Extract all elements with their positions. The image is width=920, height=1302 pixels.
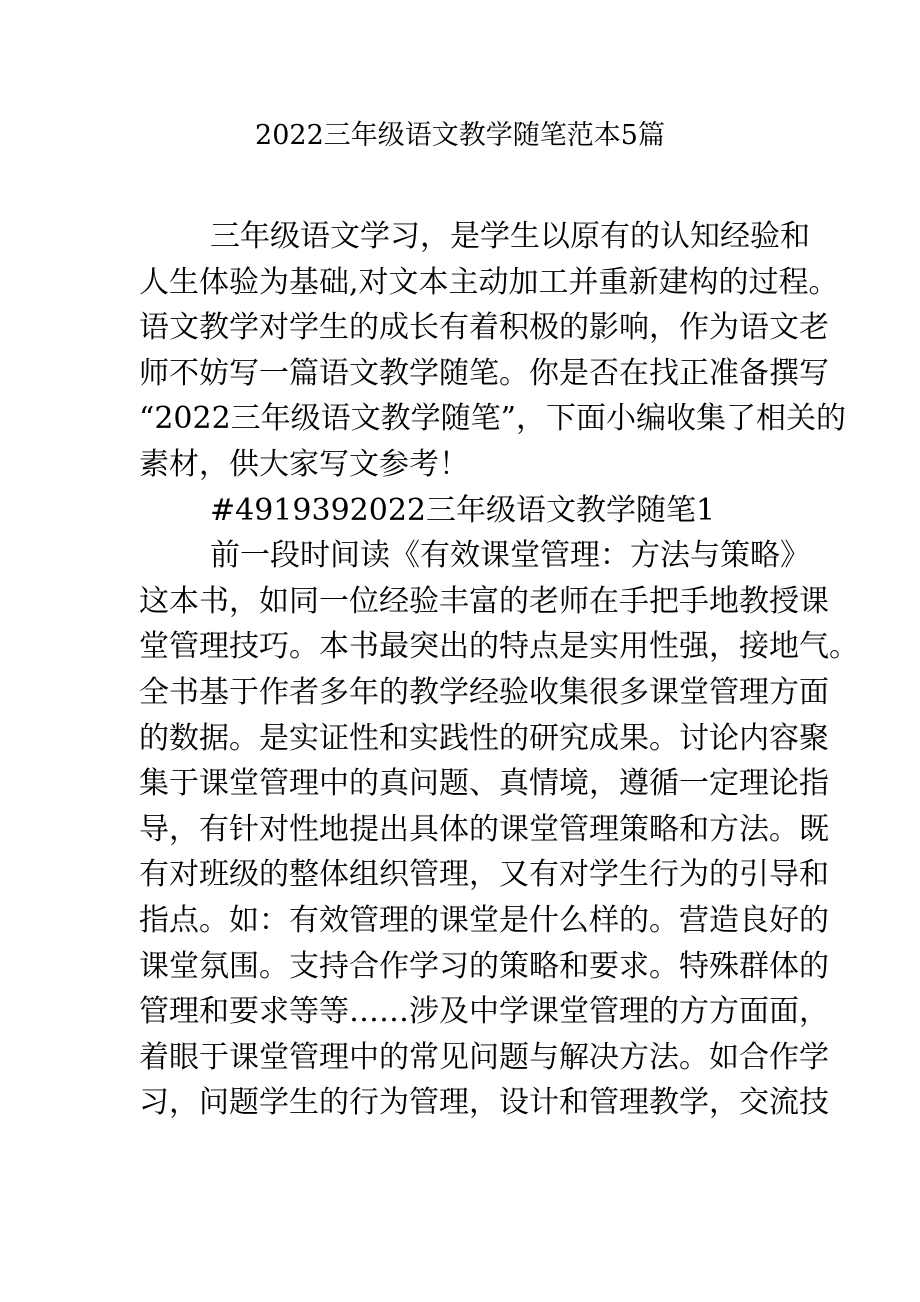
intro-line: 师不妨写一篇语文教学随笔。你是否在找正准备撰写 — [139, 355, 829, 391]
paragraph-line: 管理和要求等等……涉及中学课堂管理的方方面面， — [139, 994, 829, 1030]
paragraph-line: 着眼于课堂管理中的常见问题与解决方法。如合作学 — [139, 1039, 829, 1075]
paragraph-line: 集于课堂管理中的真问题、真情境，遵循一定理论指 — [139, 766, 829, 802]
document-body — [139, 214, 859, 1126]
paragraph-line: 前一段时间读《有效课堂管理：方法与策略》 — [210, 538, 810, 574]
intro-line: 人生体验为基础,对文本主动加工并重新建构的过程。 — [139, 264, 839, 300]
intro-line: 三年级语文学习，是学生以原有的认知经验和 — [210, 219, 810, 254]
intro-line: 语文教学对学生的成长有着积极的影响，作为语文老 — [139, 310, 829, 346]
paragraph-line: 这本书，如同一位经验丰富的老师在手把手地教授课 — [139, 583, 829, 619]
section-heading: #4919392022三年级语文教学随笔1 — [210, 492, 716, 528]
paragraph-line: 的数据。是实证性和实践性的研究成果。讨论内容聚 — [139, 720, 829, 756]
paragraph-line: 有对班级的整体组织管理，又有对学生行为的引导和 — [139, 857, 829, 893]
paragraph-line: 指点。如：有效管理的课堂是什么样的。营造良好的 — [139, 902, 829, 938]
intro-line: “2022三年级语文教学随笔”，下面小编收集了相关的 — [139, 401, 847, 437]
paragraph-line: 堂管理技巧。本书最突出的特点是实用性强，接地气。 — [139, 629, 859, 665]
paragraph-line: 课堂氛围。支持合作学习的策略和要求。特殊群体的 — [139, 948, 829, 984]
document-title: 2022三年级语文教学随笔范本5篇 — [255, 120, 665, 151]
paragraph-line: 全书基于作者多年的教学经验收集很多课堂管理方面 — [139, 674, 829, 710]
intro-line: 素材，供大家写文参考！ — [139, 446, 469, 482]
paragraph-line: 导，有针对性地提出具体的课堂管理策略和方法。既 — [139, 811, 829, 847]
paragraph-line: 习，问题学生的行为管理，设计和管理教学，交流技 — [139, 1085, 829, 1121]
